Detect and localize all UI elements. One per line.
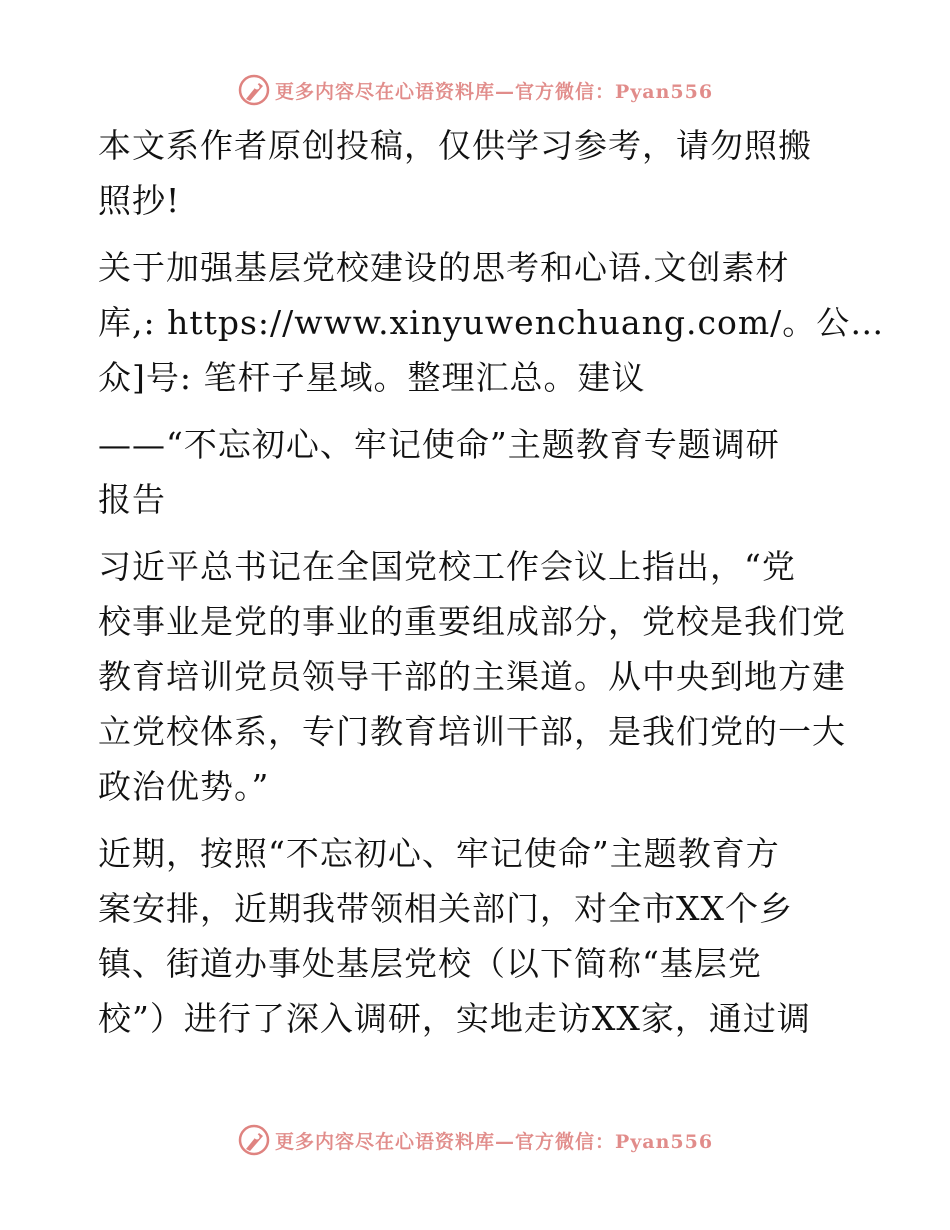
quill-pen-logo-icon (237, 1123, 271, 1157)
paragraph-quote (98, 539, 858, 814)
text-line: 立党校体系，专门教育培训干部，是我们党的一大 (98, 712, 846, 751)
paragraph-title (98, 240, 885, 405)
text-line: 报告 (98, 480, 166, 519)
text-line: 校事业是党的事业的重要组成部分，党校是我们党 (98, 602, 846, 641)
text-line: 本文系作者原创投稿，仅供学习参考，请勿照搬 (98, 126, 812, 165)
text-line: 案安排，近期我带领相关部门，对全市XX个乡 (98, 889, 793, 928)
text-line: ——“不忘初心、牢记使命”主题教育专题调研 (98, 425, 780, 464)
text-line: 政治优势。” (98, 767, 270, 806)
header-watermark-text: 更多内容尽在心语资料库—官方微信：Pyan556 (274, 80, 714, 103)
paragraph-copyright-notice (98, 118, 858, 228)
header-watermark (0, 70, 950, 110)
text-line: 众]号: 笔杆子星域。整理汇总。建议 (98, 358, 646, 397)
text-line: 近期，按照“不忘初心、牢记使命”主题教育方 (98, 834, 780, 873)
quill-pen-logo-icon (237, 73, 271, 107)
text-line: 教育培训党员领导干部的主渠道。从中央到地方建 (98, 657, 846, 696)
text-line: 照抄! (98, 181, 181, 220)
paragraph-research-intro (98, 826, 858, 1046)
paragraph-subtitle (98, 417, 858, 527)
text-line: 校”）进行了深入调研，实地走访XX家，通过调 (98, 999, 811, 1038)
text-line: 关于加强基层党校建设的思考和心语.文创素材 (98, 248, 790, 287)
footer-watermark (0, 1120, 950, 1160)
document-body (98, 118, 885, 1058)
footer-watermark-text: 更多内容尽在心语资料库—官方微信：Pyan556 (274, 1130, 714, 1153)
text-line: 镇、街道办事处基层党校（以下简称“基层党 (98, 944, 762, 983)
text-line: 习近平总书记在全国党校工作会议上指出，“党 (98, 547, 796, 586)
text-line: 库,: https://www.xinyuwenchuang.com/。公… (98, 303, 885, 342)
